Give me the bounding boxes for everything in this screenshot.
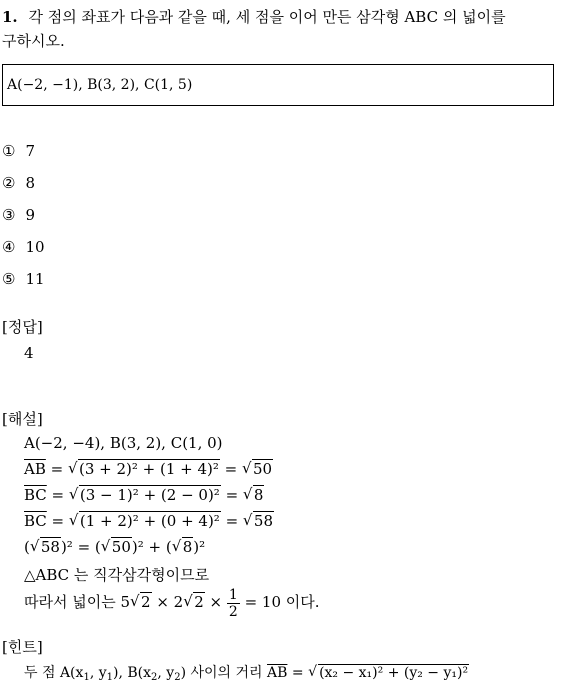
choice-value: 11 (25, 270, 45, 288)
choice-mark: ① (2, 142, 16, 160)
question-line-1 (2, 6, 506, 27)
points-box (2, 64, 554, 106)
question-number: 1. (2, 8, 18, 26)
choice-item[interactable] (2, 206, 35, 224)
choice-item[interactable] (2, 142, 35, 160)
choice-value: 10 (25, 238, 45, 256)
choice-item[interactable] (2, 174, 35, 192)
choice-mark: ② (2, 174, 16, 192)
choice-item[interactable] (2, 238, 45, 256)
explanation-right-triangle: △ABC 는 직각삼각형이므로 (24, 566, 210, 584)
explanation-ab: $\overline{AB}$ = √ (3 + 2)² + (1 + 4)² = √ 50 (24, 460, 273, 478)
choice-mark: ③ (2, 206, 16, 224)
hint-text: 두 점 $A(x_1$, $y_1$), $B(x_2$, $y_2$) 사이의 거리 $\overline{AB}$ = √ (x₂ − x₁)² + (y₂ − y₁)² (24, 662, 469, 683)
choice-mark: ④ (2, 238, 16, 256)
hint-label: [힌트] (2, 638, 43, 656)
question-text: 각 점의 좌표가 다음과 같을 때, 세 점을 이어 만든 삼각형 ABC 의 넓이를 (28, 8, 506, 26)
choice-value: 9 (25, 206, 35, 224)
explanation-pythagoras: ( √ 58)² = ( √ 50)² + ( √ 8)² (24, 538, 205, 556)
choice-mark: ⑤ (2, 270, 16, 288)
answer-value: 4 (24, 344, 34, 362)
points-text: A(−2, −1), B(3, 2), C(1, 5) (7, 77, 193, 93)
choice-value: 8 (25, 174, 35, 192)
explanation-bc-2: $\overline{BC}$ = √ (1 + 2)² + (0 + 4)² = √ 58 (24, 512, 274, 530)
question-text-line-2: 구하시오. (2, 32, 65, 50)
explanation-label: [해설] (2, 410, 43, 428)
choice-item[interactable] (2, 270, 45, 288)
explanation-points: A(−2, −4), B(3, 2), C(1, 0) (24, 434, 223, 452)
choice-value: 7 (25, 142, 35, 160)
answer-label: [정답] (2, 318, 43, 336)
explanation-bc: $\overline{BC}$ = √ (3 − 1)² + (2 − 0)² = √ 8 (24, 486, 264, 504)
explanation-area: 따라서 넓이는 5 √ 2 × 2 √ 2 × $\frac{1}{2}$ = 10 이다. (24, 584, 320, 620)
